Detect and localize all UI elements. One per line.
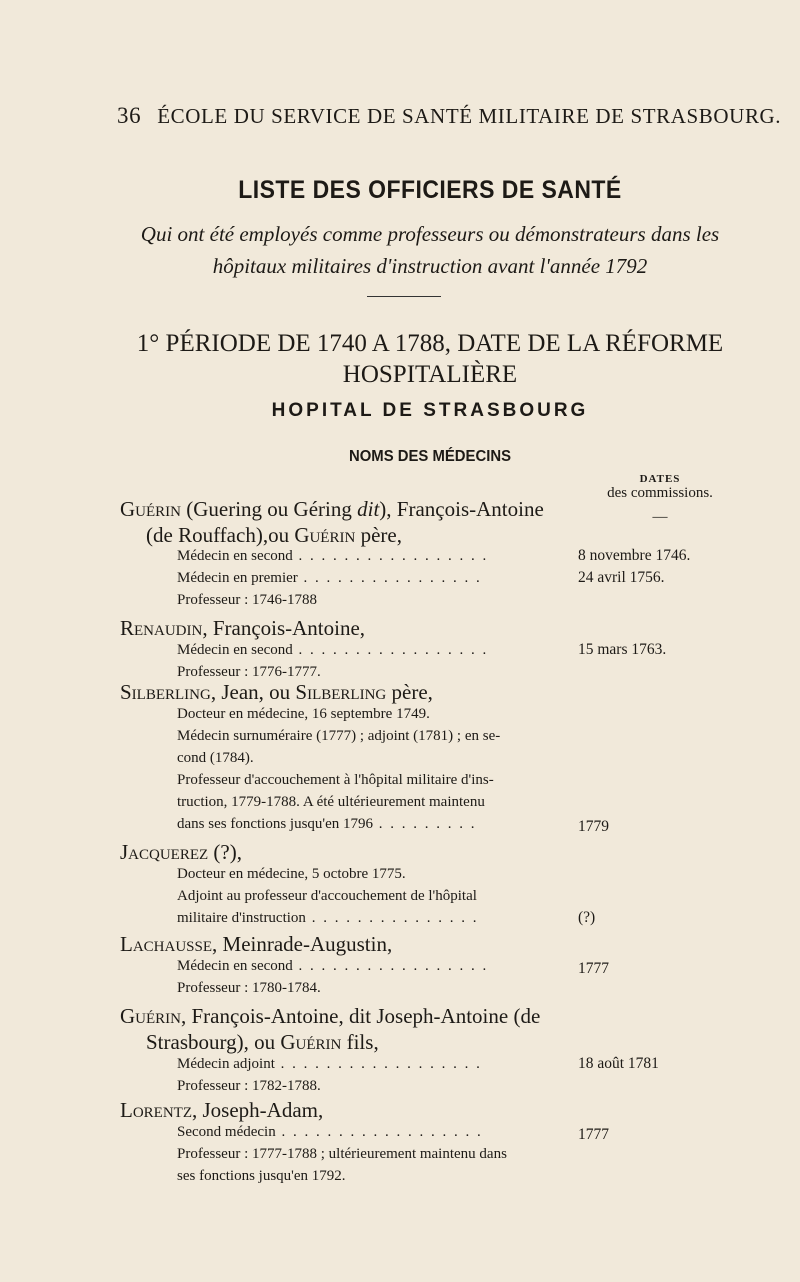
dates-column-heading	[600, 472, 720, 524]
page-number: 36	[117, 103, 142, 128]
entry-line: Professeur d'accouchement à l'hôpital militaire d'ins-	[177, 772, 494, 788]
entry-line: Médecin en second . . . . . . . . . . . . . . . . .	[177, 548, 489, 564]
entry-line: Médecin en second . . . . . . . . . . . . . . . . .	[177, 642, 489, 658]
commission-date: 24 avril 1756.	[578, 569, 665, 586]
subtitle-line-2: hôpitaux militaires d'instruction avant l'année 1792	[212, 254, 648, 278]
entry-renaudin-name: Renaudin, François-Antoine,	[120, 616, 366, 640]
entry-line: Professeur : 1746-1788	[177, 592, 317, 608]
subtitle-line-1: Qui ont été employés comme professeurs ou démonstrateurs dans les	[140, 222, 720, 246]
running-head	[117, 103, 781, 129]
entry-guerin-fils-name-cont: Strasbourg), ou Guérin fils,	[146, 1030, 379, 1054]
commission-date: 15 mars 1763.	[578, 641, 667, 658]
entry-line: truction, 1779-1788. A été ultérieurement maintenu	[177, 794, 485, 810]
dates-heading-sub: des commissions.	[607, 485, 713, 501]
entry-lachausse-name: Lachausse, Meinrade-Augustin,	[120, 932, 393, 956]
entry-line: Médecin surnuméraire (1777) ; adjoint (1781) ; en se-	[177, 728, 501, 744]
running-head-text: ÉCOLE DU SERVICE DE SANTÉ MILITAIRE DE STRASBOURG.	[157, 104, 782, 128]
entry-jacquerez-name: Jacquerez (?),	[120, 840, 242, 864]
entry-line: Professeur : 1777-1788 ; ultérieurement maintenu dans	[177, 1146, 507, 1162]
dates-heading-label: DATES	[639, 473, 681, 485]
period-heading-line-2: HOSPITALIÈRE	[342, 361, 518, 388]
names-column-heading: NOMS DES MÉDECINS	[348, 448, 512, 465]
commission-date: 1779	[578, 818, 609, 835]
entry-line: Professeur : 1780-1784.	[177, 980, 321, 996]
entry-line: cond (1784).	[177, 750, 254, 766]
period-heading-line-1: 1° PÉRIODE DE 1740 A 1788, DATE DE LA RÉFORME	[136, 330, 724, 357]
entry-line: Professeur : 1776-1777.	[177, 664, 321, 680]
hospital-heading: HOPITAL DE STRASBOURG	[271, 400, 589, 421]
entry-line: Docteur en médecine, 16 septembre 1749.	[177, 706, 430, 722]
commission-date: 1777	[578, 960, 609, 977]
page-title: LISTE DES OFFICIERS DE SANTÉ	[238, 176, 622, 204]
commission-date: 8 novembre 1746.	[578, 547, 691, 564]
entry-lorentz-name: Lorentz, Joseph-Adam,	[120, 1098, 324, 1122]
entry-line: Docteur en médecine, 5 octobre 1775.	[177, 866, 406, 882]
entry-line: ses fonctions jusqu'en 1792.	[177, 1168, 346, 1184]
entry-line: Médecin adjoint . . . . . . . . . . . . . . . . . .	[177, 1056, 482, 1072]
commission-date: 1777	[578, 1126, 609, 1143]
entry-line: Second médecin . . . . . . . . . . . . . . . . . .	[177, 1124, 483, 1140]
entry-guerin-pere-name-cont: (de Rouffach),ou Guérin père,	[146, 523, 402, 547]
entry-line: Médecin en second . . . . . . . . . . . . . . . . .	[177, 958, 489, 974]
entry-silberling-name: Silberling, Jean, ou Silberling père,	[120, 680, 433, 704]
commission-date: 18 août 1781	[578, 1055, 659, 1072]
entry-line: militaire d'instruction . . . . . . . . . . . . . . .	[177, 910, 479, 926]
commission-date: (?)	[578, 909, 596, 926]
entry-line: Adjoint au professeur d'accouchement de l'hôpital	[177, 888, 477, 904]
title-divider	[367, 296, 441, 297]
entry-line: Professeur : 1782-1788.	[177, 1078, 321, 1094]
entry-line: dans ses fonctions jusqu'en 1796 . . . . . . . . .	[177, 816, 477, 832]
dates-heading-dash: —	[652, 509, 668, 525]
entry-line: Médecin en premier . . . . . . . . . . . . . . . .	[177, 570, 482, 586]
entry-guerin-fils-name: Guérin, François-Antoine, dit Joseph-Antoine (de	[120, 1004, 541, 1028]
entry-guerin-pere-name: Guérin (Guering ou Géring dit), François-Antoine	[120, 497, 544, 521]
